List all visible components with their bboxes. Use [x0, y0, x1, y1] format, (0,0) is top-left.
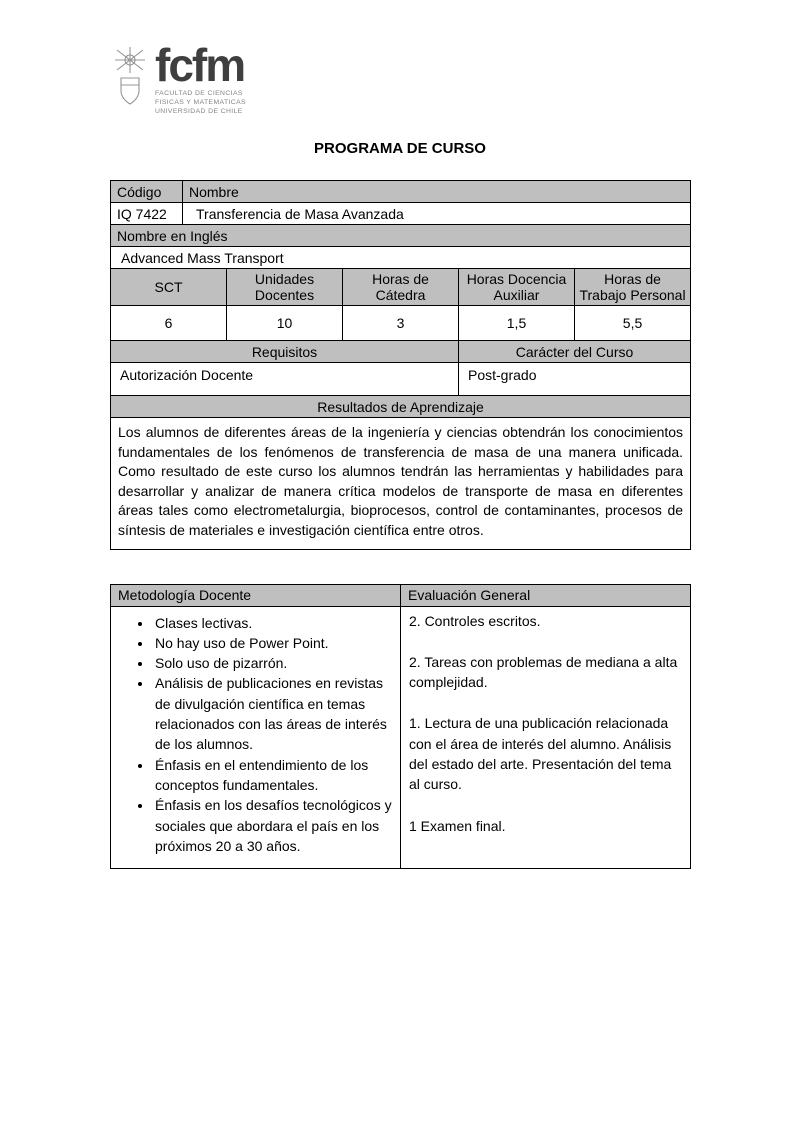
resultados-text-cell: Los alumnos de diferentes áreas de la ingeniería y ciencias obtendrán los conocimientos fundamentales de los fenómenos de transferencia de masa de una manera unificada. Como resultado de este curso los alumnos tendrán las herramientas y habilidades para desarrollar y analizar de manera crítica modelos de transporte de masa en diferentes áreas tales como electrometalurgia, bioprocesos, control de contaminantes, procesos de síntesis de materiales e investigación científica entre otros.	[111, 418, 691, 550]
unidades-docentes-header-cell: Unidades Docentes	[227, 269, 343, 306]
horas-trabajo-header-cell: Horas de Trabajo Personal	[575, 269, 691, 306]
logo-subtitle-line: FISICAS Y MATEMATICAS	[155, 99, 246, 107]
evaluacion-cell	[401, 606, 691, 869]
page-title: PROGRAMA DE CURSO	[314, 140, 486, 157]
fcfm-logo	[112, 39, 690, 116]
evaluacion-item: 1 Examen final.	[409, 817, 506, 834]
course-info-table	[110, 180, 691, 550]
metodologia-item: • Análisis de publicaciones en revistas de divulgación científica en temas relacionados con las áreas de interés de los alumnos.	[153, 673, 392, 754]
methodology-evaluation-table	[110, 584, 691, 870]
requisitos-header-cell: Requisitos	[111, 341, 459, 363]
sct-header-cell: SCT	[111, 269, 227, 306]
metodologia-item: • Énfasis en el entendimiento de los conceptos fundamentales.	[153, 755, 392, 796]
evaluacion-item: 2. Tareas con problemas de mediana a alta complejidad.	[409, 653, 678, 691]
logo-text	[155, 39, 246, 117]
metodologia-cell	[111, 606, 401, 869]
nombre-ingles-value-cell: Advanced Mass Transport	[111, 247, 691, 269]
caracter-value-cell: Post-grado	[459, 363, 691, 396]
horas-docencia-header-cell: Horas Docencia Auxiliar	[459, 269, 575, 306]
resultados-header-cell: Resultados de Aprendizaje	[111, 396, 691, 418]
codigo-header-cell: Código	[111, 181, 183, 203]
caracter-header-cell: Carácter del Curso	[459, 341, 691, 363]
metodologia-list	[119, 613, 392, 857]
evaluacion-item: 1. Lectura de una publicación relacionada con el área de interés del alumno. Análisis del estado del arte. Presentación del tema al curso.	[409, 715, 672, 793]
university-emblem-icon	[112, 46, 148, 110]
nombre-value-cell: Transferencia de Masa Avanzada	[183, 203, 691, 225]
nombre-ingles-header-cell: Nombre en Inglés	[111, 225, 691, 247]
evaluacion-item: 2. Controles escritos.	[409, 612, 541, 629]
evaluacion-header-cell: Evaluación General	[401, 584, 691, 606]
horas-docencia-value-cell: 1,5	[459, 306, 575, 341]
unidades-docentes-value-cell: 10	[227, 306, 343, 341]
table-spacer	[110, 550, 690, 584]
metodologia-item: • Solo uso de pizarrón.	[153, 653, 392, 673]
metodologia-item: • No hay uso de Power Point.	[153, 633, 392, 653]
metodologia-item: • Énfasis en los desafíos tecnológicos y sociales que abordara el país en los próximos 20 a 30 años.	[153, 795, 392, 856]
logo-wordmark: fcfm	[155, 39, 245, 91]
codigo-value-cell: IQ 7422	[111, 203, 183, 225]
logo-subtitle-line: FACULTAD DE CIENCIAS	[155, 90, 243, 98]
metodologia-header-cell: Metodología Docente	[111, 584, 401, 606]
horas-trabajo-value-cell: 5,5	[575, 306, 691, 341]
logo-subtitle	[155, 90, 246, 116]
metodologia-item: • Clases lectivas.	[153, 613, 392, 633]
nombre-header-cell: Nombre	[183, 181, 691, 203]
horas-catedra-header-cell: Horas de Cátedra	[343, 269, 459, 306]
horas-catedra-value-cell: 3	[343, 306, 459, 341]
requisitos-value-cell: Autorización Docente	[111, 363, 459, 396]
logo-subtitle-line: UNIVERSIDAD DE CHILE	[155, 107, 243, 115]
sct-value-cell: 6	[111, 306, 227, 341]
